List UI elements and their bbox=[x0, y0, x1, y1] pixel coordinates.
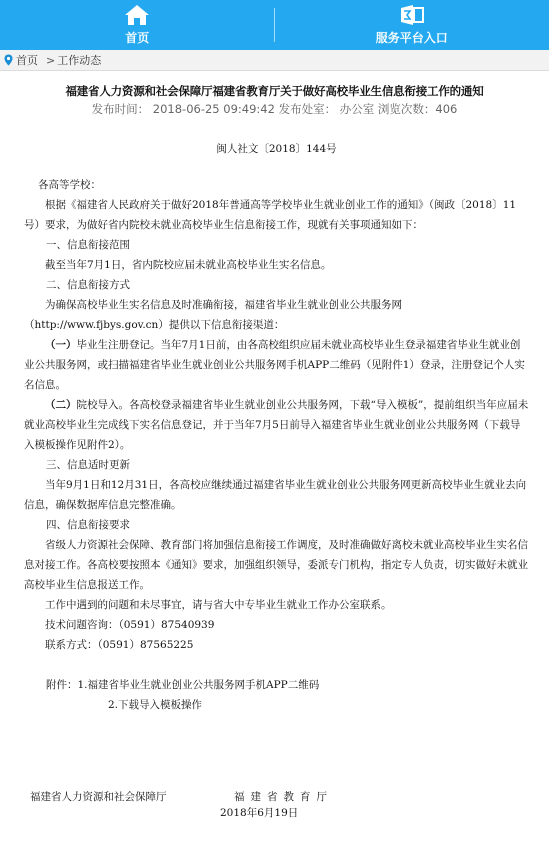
item-2-text: 院校导入。各高校登录福建省毕业生就业创业公共服务网，下载“导入模板”，提前组织当年应届未就业高校毕业生完成线下实名信息登记，并于当年7月5日前导入福建省毕业生就业创业公共服务网（下载导入模板操作见附件2）。 bbox=[24, 399, 529, 451]
greeting: 各高等学校： bbox=[38, 179, 101, 191]
signer-hrss-dept: 福建省人力资源和社会保障厅 bbox=[30, 791, 167, 803]
section-2-item-2 bbox=[24, 395, 529, 455]
section-1-title: 一、信息衔接范围 bbox=[46, 239, 130, 251]
document-number: 闽人社文〔2018〕144号 bbox=[216, 143, 337, 155]
section-2-body: 为确保高校毕业生实名信息及时准确衔接，福建省毕业生就业创业公共服务网（http://www.fjbys.gov.cn）提供以下信息衔接渠道： bbox=[24, 299, 402, 331]
section-4-title: 四、信息衔接要求 bbox=[46, 519, 130, 531]
home-icon bbox=[124, 4, 150, 26]
section-1-body: 截至当年7月1日，省内院校应届未就业高校毕业生实名信息。 bbox=[45, 259, 332, 271]
article-title: 福建省人力资源和社会保障厅福建省教育厅关于做好高校毕业生信息衔接工作的通知 bbox=[65, 84, 484, 98]
section-2-title: 二、信息衔接方式 bbox=[46, 279, 130, 291]
signer-education-dept: 福建省教育厅 bbox=[234, 791, 333, 803]
item-1-lead: （一） bbox=[45, 339, 77, 351]
section-4-body: 省级人力资源社会保障、教育部门将加强信息衔接工作调度，及时准确做好离校未就业高校毕业生实名信息对接工作。各高校要按照本《通知》要求，加强组织领导，委派专门机构，指定专人负责，切实做好未就业高校毕业生信息报送工作。 bbox=[24, 539, 528, 591]
article-meta: 发布时间： 2018-06-25 09:49:42 发布处室： 办公室 浏览次数：406 bbox=[91, 102, 458, 116]
contact-intro: 工作中遇到的问题和未尽事宜，请与省大中专毕业生就业工作办公室联系。 bbox=[45, 599, 392, 611]
nav-service-portal[interactable] bbox=[275, 0, 549, 50]
signature-date: 2018年6月19日 bbox=[220, 807, 299, 819]
section-3-title: 三、信息适时更新 bbox=[46, 459, 130, 471]
top-nav-bar bbox=[0, 0, 549, 50]
attachment-1[interactable]: 附件：1.福建省毕业生就业创业公共服务网手机APP二维码 bbox=[46, 679, 320, 691]
intro-paragraph: 根据《福建省人民政府关于做好2018年普通高等学校毕业生就业创业工作的通知》（闽政〔2018〕11号）要求，为做好省内院校未就业高校毕业生信息衔接工作，现就有关事项通知如下： bbox=[24, 199, 517, 231]
article-body bbox=[0, 139, 549, 827]
contact-phone: 联系方式：（0591）87565225 bbox=[45, 639, 194, 651]
nav-divider bbox=[274, 8, 275, 42]
section-2-item-1 bbox=[24, 335, 529, 395]
breadcrumb-separator: > bbox=[46, 53, 56, 67]
office-portal-icon bbox=[399, 4, 425, 26]
breadcrumb-home-link[interactable]: 首页 bbox=[16, 54, 38, 67]
item-1-text: 毕业生注册登记。当年7月1日前，由各高校组织应届未就业高校毕业生登录福建省毕业生就业创业公共服务网，或扫描福建省毕业生就业创业公共服务网手机APP二维码（见附件1）登录，注册登记个人实名信息。 bbox=[24, 339, 525, 391]
breadcrumb-current-link[interactable]: 工作动态 bbox=[57, 54, 102, 67]
section-3-body: 当年9月1日和12月31日，各高校应继续通过福建省毕业生就业创业公共服务网更新高校毕业生就业去向信息，确保数据库信息完整准确。 bbox=[24, 479, 527, 511]
breadcrumb bbox=[0, 50, 549, 71]
tech-contact: 技术问题咨询：（0591）87540939 bbox=[45, 619, 215, 631]
nav-home[interactable] bbox=[0, 0, 275, 50]
item-2-lead: （二） bbox=[45, 399, 77, 411]
nav-home-label: 首页 bbox=[125, 31, 150, 45]
nav-service-label: 服务平台入口 bbox=[375, 31, 448, 45]
attachment-2[interactable]: 2.下载导入模板操作 bbox=[108, 699, 203, 711]
location-pin-icon bbox=[4, 54, 13, 66]
signature-block bbox=[24, 787, 529, 827]
